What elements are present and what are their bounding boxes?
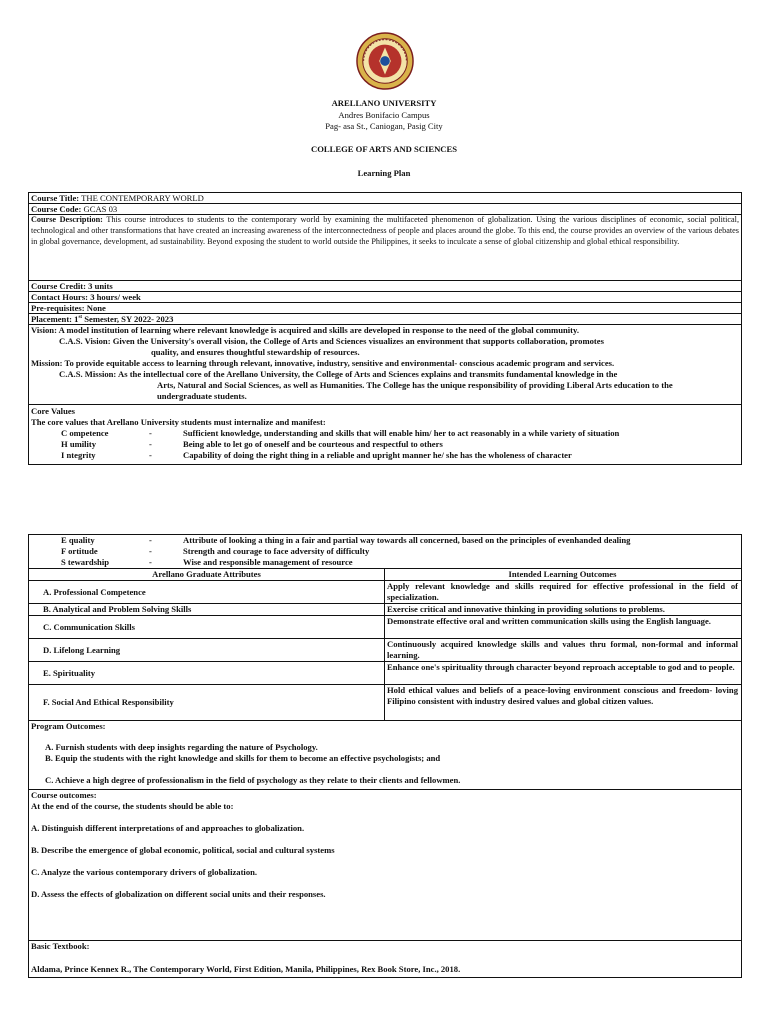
core-values-continued-row (29, 535, 741, 569)
core-value-dash: - (149, 450, 152, 460)
core-value-dash: - (149, 557, 152, 567)
prerequisites: Pre-requisites: None (31, 303, 106, 313)
contact-hours-row (29, 292, 741, 303)
core-values-row (29, 406, 741, 464)
cas-vision-text: Given the University's overall vision, the College of Arts and Sciences visualizes an environment that supports collaboration, promotes (112, 336, 604, 346)
course-description-label: Course Description: (31, 215, 103, 224)
placement-ordinal: st (78, 315, 83, 321)
core-value-name: C ompetence (61, 428, 109, 438)
attribute-cell: D. Lifelong Learning (29, 639, 384, 662)
cas-mission-label: C.A.S. Mission: (59, 369, 117, 379)
ilo-cell: Exercise critical and innovative thinking in providing solutions to problems. (384, 604, 741, 616)
placement-row (29, 314, 741, 325)
course-title-label: Course Title: (31, 193, 80, 203)
attribute-cell: F. Social And Ethical Responsibility (43, 697, 174, 707)
program-outcome-item: C. Achieve a high degree of professionalism in the field of psychology as they relate to their clients and fellowmen. (45, 775, 461, 785)
core-value-desc: Attribute of looking a thing in a fair and partial way towards all concerned, based on the principles of evenhanded dealing (183, 535, 631, 545)
course-credit: Course Credit: 3 units (31, 281, 113, 291)
core-value-dash: - (149, 428, 152, 438)
course-info-table (28, 192, 742, 465)
outcomes-table (28, 534, 742, 978)
program-outcome-item: A. Furnish students with deep insights regarding the nature of Psychology. (45, 742, 318, 752)
placement (31, 314, 173, 324)
attributes-grid (29, 569, 741, 721)
textbook-citation: Aldama, Prince Kennex R., The Contemporary World, First Edition, Manila, Philippines, Rex Book Store, Inc., 2018. (31, 964, 461, 974)
vision-mission-row (29, 325, 741, 405)
document-title: Learning Plan (357, 168, 411, 178)
university-seal-logo (356, 32, 414, 90)
course-code-value: GCAS 03 (83, 204, 118, 214)
placement-label: Placement: 1 (31, 314, 79, 324)
mission-line (31, 358, 739, 369)
cas-mission-text: As the intellectual core of the Arellano University, the College of Arts and Sciences explains and transmits fundamental knowledge in the (118, 369, 618, 379)
core-value-item (31, 557, 739, 568)
course-outcome-item: A. Distinguish different interpretations of and approaches to globalization. (31, 823, 305, 833)
college-name: COLLEGE OF ARTS AND SCIENCES (311, 144, 457, 154)
contact-hours: Contact Hours: 3 hours/ week (31, 292, 141, 302)
ilo-cell: Apply relevant knowledge and skills required for effective professional in the field of specialization. (384, 581, 741, 604)
ilo-cell: Continuously acquired knowledge skills and values thru formal, non-formal and informal learning. (384, 639, 741, 662)
course-outcomes-intro: At the end of the course, the students should be able to: (31, 801, 234, 811)
program-outcomes-title: Program Outcomes: (31, 721, 106, 731)
core-value-item (31, 535, 739, 546)
attribute-cell: A. Professional Competence (29, 581, 384, 604)
vision-label: Vision: (31, 325, 57, 335)
core-value-item (31, 450, 739, 461)
core-value-item (31, 546, 739, 557)
core-value-dash: - (149, 535, 152, 545)
ilo-cell: Enhance one's spirituality through character beyond reproach acceptable to god and to people. (384, 662, 741, 685)
core-value-desc: Being able to let go of oneself and be courteous and respectful to others (183, 439, 443, 449)
ilo-header: Intended Learning Outcomes (384, 569, 741, 581)
core-value-desc: Capability of doing the right thing in a reliable and upright manner he/ she has the wholeness of character (183, 450, 572, 460)
attribute-cell: E. Spirituality (29, 662, 384, 685)
course-outcomes-section (29, 790, 741, 941)
program-outcomes-section (29, 721, 741, 790)
textbook-title: Basic Textbook: (31, 941, 90, 951)
ilo-cell: Demonstrate effective oral and written communication skills using the English language. (384, 616, 741, 639)
course-description-text: This course introduces to students to the contemporary world by examining the multifaceted phenomenon of globalization. Using the various disciplines of economic, social political, technological and other transformations that have created an increasing awareness of the interconnectedness of people and places around the globe. To this end, the course provides an overview of the various debates in global governance, development, ad sustainability. Beyond exposing the student to world outside the Philippines, it seeks to inculcate a sense of global citizenship and global ethical responsibility. (31, 215, 739, 246)
core-value-dash: - (149, 439, 152, 449)
core-value-desc: Sufficient knowledge, understanding and skills that will enable him/ her to act reasonably in a while variety of situation (183, 428, 620, 438)
mission-label: Mission: (31, 358, 63, 368)
university-name: ARELLANO UNIVERSITY (331, 98, 437, 108)
vision-line (31, 325, 739, 336)
core-value-desc: Wise and responsible management of resource (183, 557, 353, 567)
prerequisites-row (29, 303, 741, 314)
core-value-name: F ortitude (61, 546, 98, 556)
mission-text: To provide equitable access to learning through relevant, innovative, industry, sensitive and environmental- conscious academic program and services. (64, 358, 615, 368)
cas-mission-line (31, 369, 739, 380)
campus-name: Andres Bonifacio Campus (338, 110, 430, 120)
attribute-cell: B. Analytical and Problem Solving Skills (29, 604, 384, 616)
campus-address: Pag- asa St., Caniogan, Pasig City (325, 121, 443, 131)
course-title-value: THE CONTEMPORARY WORLD (81, 193, 204, 203)
cas-vision-line-2: quality, and ensures thoughtful stewardship of resources. (151, 347, 360, 357)
core-value-desc: Strength and courage to face adversity of difficulty (183, 546, 370, 556)
textbook-section (29, 941, 741, 977)
core-value-name: I ntegrity (61, 450, 96, 460)
core-value-name: H umility (61, 439, 97, 449)
cas-vision-label: C.A.S. Vision: (59, 336, 111, 346)
core-value-name: S tewardship (61, 557, 109, 567)
course-outcome-item: C. Analyze the various contemporary drivers of globalization. (31, 867, 258, 877)
program-outcome-item: B. Equip the students with the right knowledge and skills for them to become an effective psychologists; and (45, 753, 441, 763)
attribute-cell: C. Communication Skills (29, 616, 384, 639)
core-value-item (31, 439, 739, 450)
course-outcomes-title: Course outcomes: (31, 790, 97, 800)
cas-mission-line-3: undergraduate students. (157, 391, 247, 401)
core-values-title: Core Values (31, 406, 76, 416)
course-title-row (29, 193, 741, 204)
core-value-name: E quality (61, 535, 95, 545)
course-code-row (29, 204, 741, 215)
vision-text: A model institution of learning where relevant knowledge is acquired and skills are developed in response to the need of the global community. (58, 325, 579, 335)
attributes-header: Arellano Graduate Attributes (29, 569, 384, 581)
course-credit-row (29, 281, 741, 292)
course-outcome-item: B. Describe the emergence of global economic, political, social and cultural systems (31, 845, 335, 855)
cas-vision-line (31, 336, 739, 347)
course-description-row (29, 215, 741, 281)
core-value-dash: - (149, 546, 152, 556)
core-values-intro: The core values that Arellano University students must internalize and manifest: (31, 417, 326, 427)
placement-semester: Semester, SY 2022- 2023 (82, 314, 174, 324)
course-code-label: Course Code: (31, 204, 82, 214)
course-outcome-item: D. Assess the effects of globalization on different social units and their responses. (31, 889, 326, 899)
ilo-cell: Hold ethical values and beliefs of a peace-loving environment conscious and freedom- loving Filipino consistent with industry desired values and global citizen values. (387, 685, 738, 706)
core-value-item (31, 428, 739, 439)
cas-mission-line-2: Arts, Natural and Social Sciences, as well as Humanities. The College has the unique responsibility of providing Liberal Arts education to the (157, 380, 673, 390)
